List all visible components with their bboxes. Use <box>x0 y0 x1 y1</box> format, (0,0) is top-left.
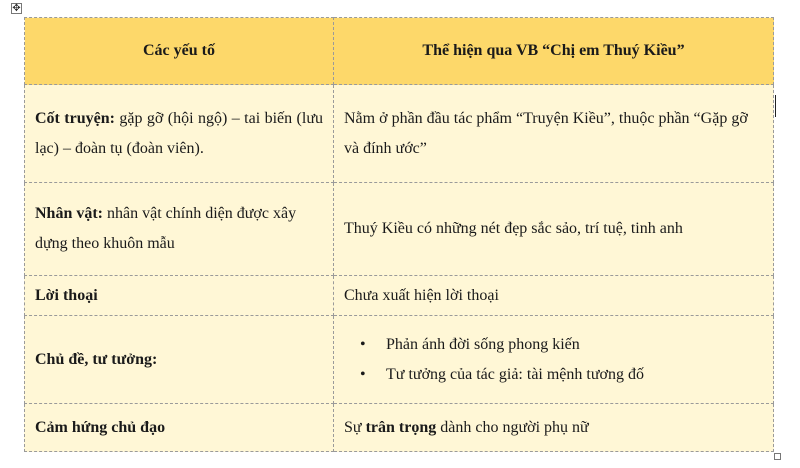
table-row <box>25 183 774 276</box>
table-row <box>25 316 774 404</box>
text-cursor <box>775 95 776 117</box>
table-header-row <box>25 18 774 85</box>
row-label-cell[interactable] <box>25 276 334 316</box>
row-value-suffix: dành cho người phụ nữ <box>436 418 589 436</box>
table-resize-handle[interactable] <box>774 453 781 460</box>
row-label: Chủ đề, tư tưởng: <box>35 350 158 368</box>
row-label: Cảm hứng chủ đạo <box>35 418 166 436</box>
row-value: Thuý Kiều có những nét đẹp sắc sảo, trí tuệ, tinh anh <box>344 220 683 237</box>
header-cell-expression[interactable]: Thể hiện qua VB “Chị em Thuý Kiều” <box>334 18 774 85</box>
table-row <box>25 276 774 316</box>
bullet-item: • Tư tưởng của tác giả: tài mệnh tương đố <box>386 360 763 390</box>
row-label: Lời thoại <box>35 286 98 304</box>
row-value-cell[interactable] <box>334 276 774 316</box>
comparison-table <box>24 17 774 452</box>
row-value: Nằm ở phần đầu tác phẩm “Truyện Kiều”, thuộc phần “Gặp gỡ và đính ước” <box>344 109 748 157</box>
row-value: Chưa xuất hiện lời thoại <box>344 286 499 304</box>
row-label-text: gặp gỡ (hội ngộ) – tai biến (lưu lạc) – đoàn tụ (đoàn viên). <box>35 109 323 157</box>
row-value-emphasis: trân trọng <box>365 418 437 436</box>
row-value-prefix: Sự <box>344 418 366 436</box>
row-label: Nhân vật: <box>35 205 104 222</box>
row-label-cell[interactable] <box>25 316 334 404</box>
table-row <box>25 404 774 452</box>
bullet-item: • Phản ánh đời sống phong kiến <box>386 330 763 360</box>
header-cell-elements[interactable]: Các yếu tố <box>25 18 334 85</box>
row-value-cell[interactable] <box>334 316 774 404</box>
row-label-text: nhân vật chính diện được xây dựng theo khuôn mẫu <box>35 205 297 252</box>
bullet-list <box>344 330 763 390</box>
row-value-cell[interactable] <box>334 183 774 276</box>
row-label-cell[interactable] <box>25 183 334 276</box>
table-move-handle-icon[interactable]: ✥ <box>12 3 21 14</box>
table-row <box>25 85 774 183</box>
row-label-cell[interactable] <box>25 404 334 452</box>
row-value-cell[interactable] <box>334 85 774 183</box>
row-label-cell[interactable] <box>25 85 334 183</box>
row-value-cell[interactable] <box>334 404 774 452</box>
row-label: Cốt truyện: <box>35 109 115 127</box>
